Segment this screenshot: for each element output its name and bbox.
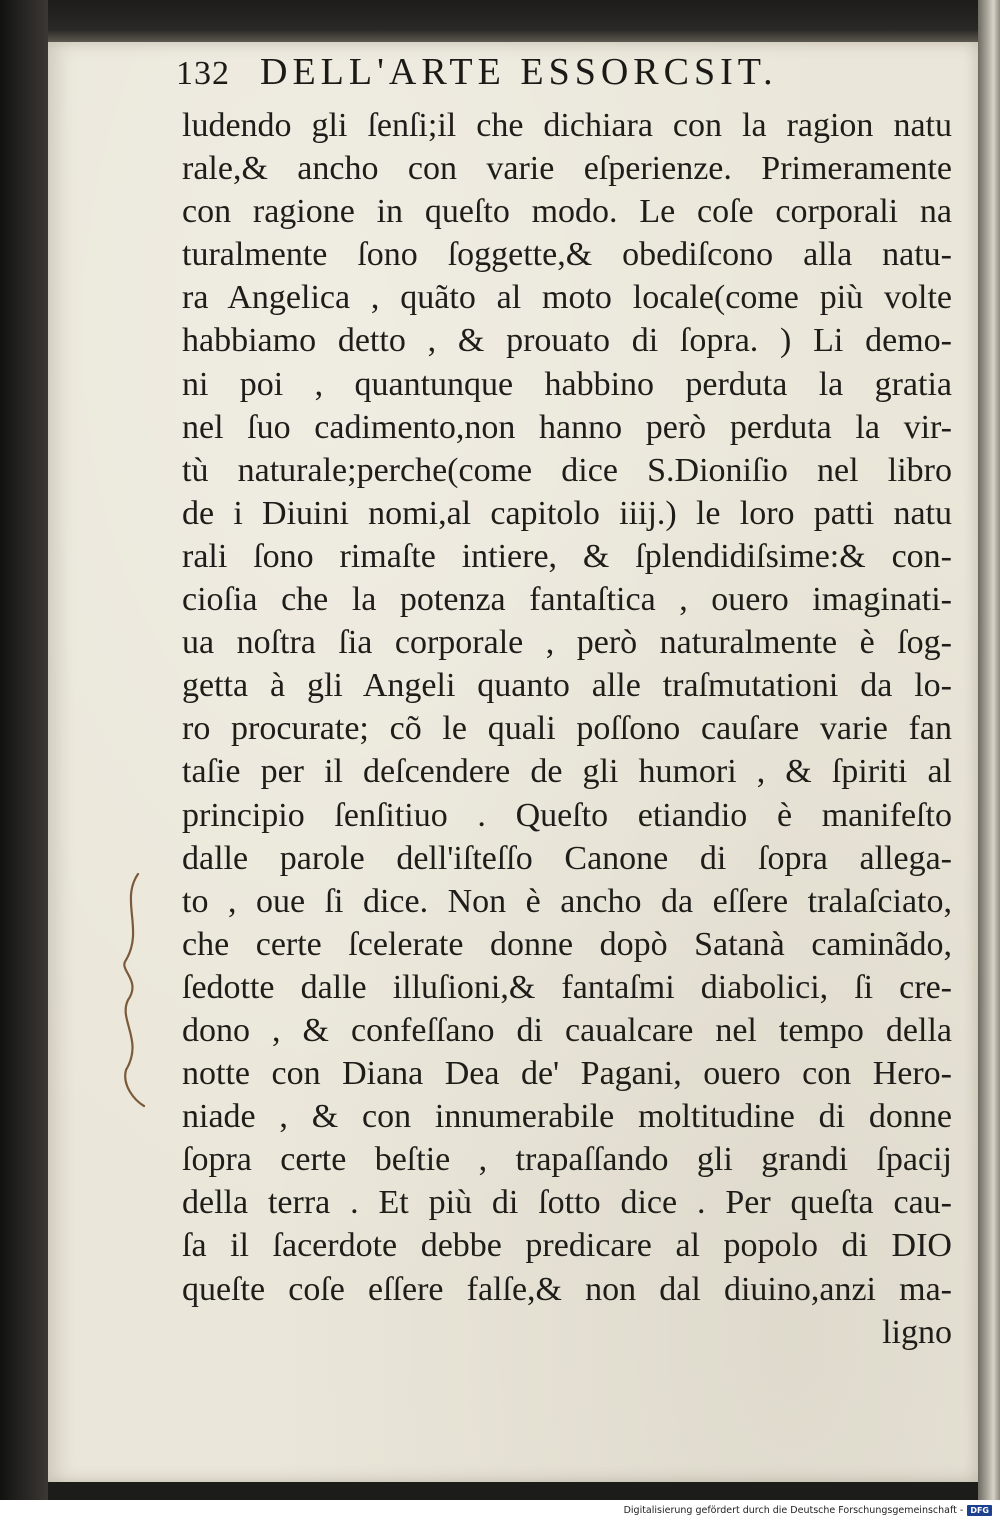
- text-line: ro procurate; cõ le quali poſſono cauſare varie fan: [182, 710, 952, 748]
- text-line: tù naturale;perche(come dice S.Dioniſio nel libro: [182, 451, 952, 489]
- book-page: [48, 42, 978, 1482]
- text-line: principio ſenſitiuo . Queſto etiandio è manifeſto: [182, 796, 952, 834]
- text-line: ſa il ſacerdote debbe predicare al popolo di DIO: [182, 1227, 952, 1265]
- text-line: ludendo gli ſenſi;il che dichiara con la ragion natu: [182, 107, 952, 144]
- dfg-logo: DFG: [967, 1505, 992, 1516]
- body-text: [182, 104, 952, 1354]
- text-line: niade , & con innumerabile moltitudine di donne: [182, 1098, 952, 1136]
- text-line: to , oue ſi dice. Non è ancho da eſſere tralaſciato,: [182, 882, 952, 920]
- text-line: ua noſtra ſia corporale , però naturalmente è ſog-: [182, 624, 952, 662]
- text-line: notte con Diana Dea de' Pagani, ouero con Hero-: [182, 1055, 952, 1093]
- text-line: taſie per il deſcendere de gli humori , & ſpiriti al: [182, 753, 952, 791]
- running-head: [176, 50, 956, 102]
- text-line: che certe ſcelerate donne dopò Satanà caminãdo,: [182, 925, 952, 963]
- footer-credit: Digitalisierung gefördert durch die Deutsche Forschungsgemeinschaft -: [623, 1504, 964, 1516]
- page-number: 132: [176, 55, 230, 92]
- text-line: rale,& ancho con varie eſperienze. Primeramente: [182, 150, 952, 188]
- text-line: cioſia che la potenza fantaſtica , ouero imaginati-: [182, 581, 952, 619]
- text-line: con ragione in queſto modo. Le coſe corporali na: [182, 193, 952, 231]
- text-line: ligno: [882, 1313, 952, 1351]
- text-line: queſte coſe eſſere falſe,& non dal diuino,anzi ma-: [182, 1270, 952, 1308]
- text-line: ra Angelica , quãto al moto locale(come più volte: [182, 279, 952, 317]
- text-line: getta à gli Angeli quanto alle traſmutationi da lo-: [182, 667, 952, 705]
- page-edge: [978, 0, 1000, 1500]
- book-gutter: [0, 0, 48, 1500]
- text-line: ni poi , quantunque habbino perduta la gratia: [182, 365, 952, 403]
- text-line: rali ſono rimaſte intiere, & ſplendidiſsime:& con-: [182, 537, 952, 575]
- running-title: DELL'ARTE ESSORCSIT.: [260, 51, 778, 93]
- text-line: ſopra certe beſtie , trapaſſando gli grandi ſpacij: [182, 1141, 952, 1179]
- text-line: habbiamo detto , & prouato di ſopra. ) Li demo-: [182, 322, 952, 360]
- text-line: dalle parole dell'iſteſſo Canone di ſopra allega-: [182, 839, 952, 877]
- text-line: della terra . Et più di ſotto dice . Per queſta cau-: [182, 1184, 952, 1222]
- text-line: turalmente ſono ſoggette,& obediſcono alla natu-: [182, 236, 952, 274]
- digitization-footer: [0, 1500, 1000, 1520]
- text-line: ſedotte dalle illuſioni,& fantaſmi diabolici, ſi cre-: [182, 968, 952, 1006]
- marginal-bracket-mark: [114, 870, 148, 1110]
- text-line: nel ſuo cadimento,non hanno però perduta la vir-: [182, 408, 952, 446]
- text-line: dono , & confeſſano di caualcare nel tempo della: [182, 1011, 952, 1049]
- book-top-edge: [48, 0, 978, 42]
- text-line: de i Diuini nomi,al capitolo iiij.) le loro patti natu: [182, 494, 952, 532]
